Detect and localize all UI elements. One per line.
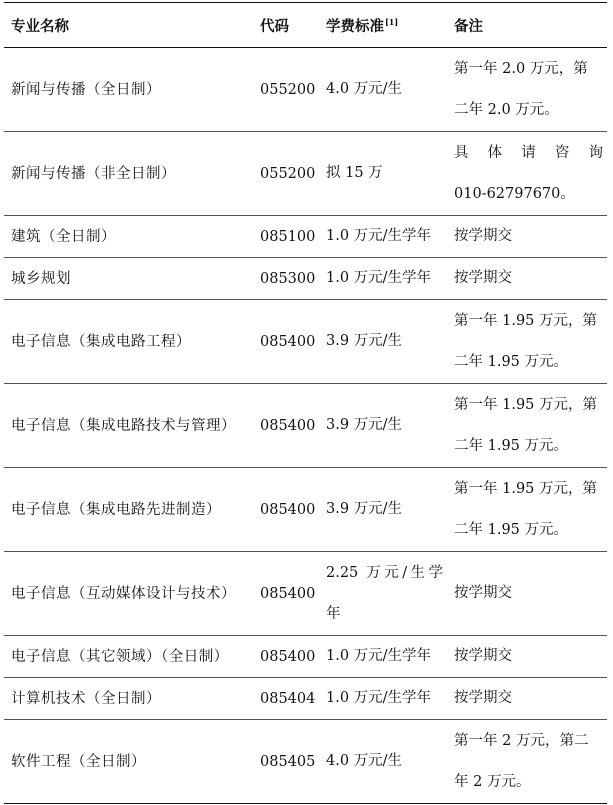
program-code: 085400 (253, 300, 319, 384)
program-note (447, 678, 607, 720)
header-code: 代码 (253, 3, 319, 48)
note-line: 第一年 1.95 万元，第 (454, 396, 598, 413)
note-line: 按学期交 (454, 585, 512, 601)
note-line: 二年 1.95 万元。 (454, 437, 569, 454)
note-line: 第一年 2 万元，第二 (454, 732, 589, 749)
note-line: 按学期交 (454, 690, 512, 706)
table-row (4, 216, 607, 258)
program-name: 新闻与传播（全日制） (4, 48, 253, 132)
program-code: 085400 (253, 636, 319, 678)
table-row (4, 552, 607, 636)
header-fee: 学费标准[1] (319, 3, 447, 48)
program-name: 电子信息（其它领域）（全日制） (4, 636, 253, 678)
program-fee: 1.0 万元/生学年 (319, 636, 447, 678)
table-row (4, 132, 607, 216)
tuition-table (4, 2, 607, 804)
program-name: 电子信息（集成电路先进制造） (4, 468, 253, 552)
program-name: 软件工程（全日制） (4, 720, 253, 804)
program-note (447, 552, 607, 636)
note-line: 年 2 万元。 (454, 773, 531, 790)
program-fee: 1.0 万元/生学年 (319, 678, 447, 720)
note-line: 第一年 1.95 万元，第 (454, 312, 598, 329)
table-row (4, 636, 607, 678)
program-name: 电子信息（互动媒体设计与技术） (4, 552, 253, 636)
fee-line: 年 (326, 605, 341, 622)
program-note (447, 720, 607, 804)
header-row (4, 3, 607, 48)
program-code: 085400 (253, 468, 319, 552)
program-code: 085300 (253, 258, 319, 300)
footnote-ref[interactable]: [1] (385, 16, 399, 27)
program-code: 085400 (253, 552, 319, 636)
note-line: 二年 1.95 万元。 (454, 521, 569, 538)
note-line: 第一年 2.0 万元，第 (454, 60, 588, 77)
program-name: 新闻与传播（非全日制） (4, 132, 253, 216)
program-name: 城乡规划 (4, 258, 253, 300)
program-code: 085100 (253, 216, 319, 258)
program-name: 计算机技术（全日制） (4, 678, 253, 720)
program-note (447, 216, 607, 258)
program-code: 085404 (253, 678, 319, 720)
note-line: 按学期交 (454, 228, 512, 244)
header-name: 专业名称 (4, 3, 253, 48)
table-body (4, 48, 607, 804)
note-line: 二年 2.0 万元。 (454, 101, 559, 118)
program-note (447, 636, 607, 678)
program-fee: 3.9 万元/生 (319, 384, 447, 468)
program-fee (319, 552, 447, 636)
program-note (447, 468, 607, 552)
program-fee: 4.0 万元/生 (319, 48, 447, 132)
program-fee: 1.0 万元/生学年 (319, 258, 447, 300)
program-code: 055200 (253, 132, 319, 216)
program-fee: 1.0 万元/生学年 (319, 216, 447, 258)
note-line: 按学期交 (454, 270, 512, 286)
program-name: 电子信息（集成电路技术与管理） (4, 384, 253, 468)
table-row (4, 468, 607, 552)
table-row (4, 720, 607, 804)
program-note (447, 300, 607, 384)
note-line: 第一年 1.95 万元，第 (454, 480, 598, 497)
table-row (4, 384, 607, 468)
table-row (4, 678, 607, 720)
table-row (4, 258, 607, 300)
program-code: 085405 (253, 720, 319, 804)
table-header (4, 3, 607, 48)
program-code: 055200 (253, 48, 319, 132)
note-line: 按学期交 (454, 648, 512, 664)
program-fee: 3.9 万元/生 (319, 300, 447, 384)
table-row (4, 300, 607, 384)
program-note (447, 48, 607, 132)
program-name: 建筑（全日制） (4, 216, 253, 258)
program-name: 电子信息（集成电路工程） (4, 300, 253, 384)
note-line: 二年 1.95 万元。 (454, 353, 569, 370)
table-row (4, 48, 607, 132)
program-note (447, 258, 607, 300)
program-fee: 3.9 万元/生 (319, 468, 447, 552)
program-note (447, 384, 607, 468)
program-fee: 拟 15 万 (319, 132, 447, 216)
program-fee: 4.0 万元/生 (319, 720, 447, 804)
header-note: 备注 (447, 3, 607, 48)
note-line: 010-62797670。 (454, 185, 575, 202)
program-note (447, 132, 607, 216)
fee-line: 2.25 万元/生学 (326, 564, 443, 581)
program-code: 085400 (253, 384, 319, 468)
note-line: 具 体 请 咨 询 (454, 144, 603, 161)
